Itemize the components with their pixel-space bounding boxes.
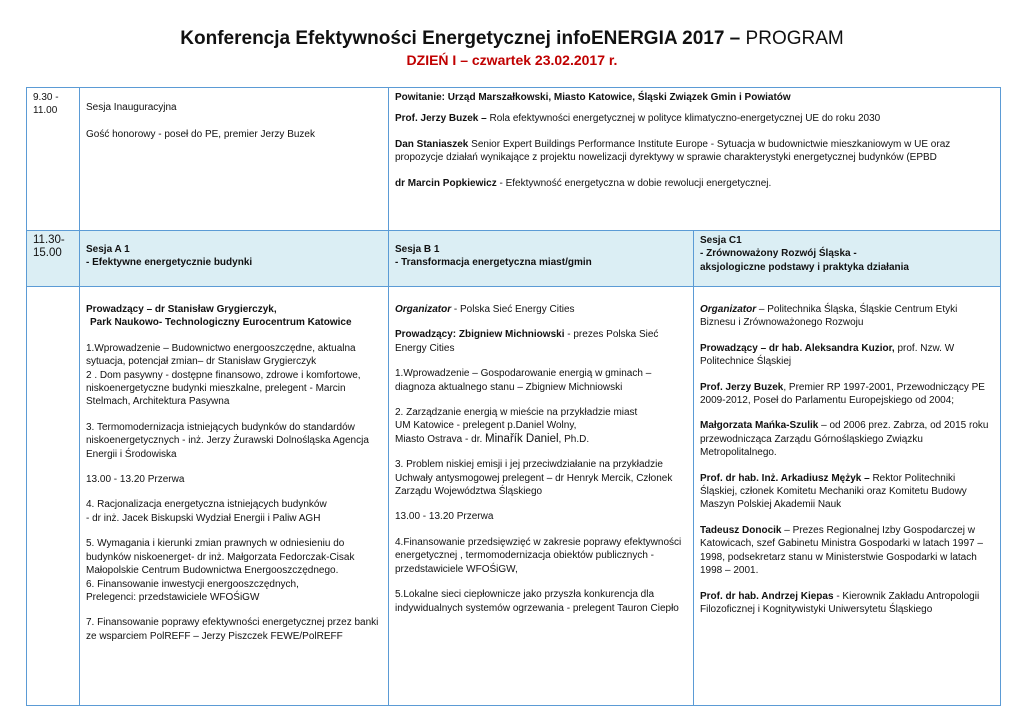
time-cell: 9.30 - 11.00 bbox=[27, 88, 80, 231]
panelist bbox=[700, 524, 994, 578]
panelist-name: Małgorzata Mańka-Szulik bbox=[700, 420, 819, 432]
session-c-subtitle: - Zrównoważony Rozwój Śląska - bbox=[700, 248, 857, 260]
day-subtitle: DZIEŃ I – czwartek 23.02.2017 r. bbox=[406, 52, 618, 68]
agenda-item: 6. Finansowanie inwestycji energooszczędnych, bbox=[86, 578, 299, 590]
agenda-item: 3. Termomodernizacja istniejących budynków do standardów niskoenergetycznych - inż. Jerzy Żurawski Dolnośląska Agencja Energii i Środowiska bbox=[86, 421, 369, 460]
welcome-line: Powitanie: Urząd Marszałkowski, Miasto Katowice, Śląski Związek Gmin i Powiatów bbox=[395, 92, 791, 103]
agenda-item: 2 . Dom pasywny - dostępne finansowo, zdrowe i komfortowe, niskoenergetyczne budynki mieszkalne, prelegent - Marcin Stelmach, Architektura Pasywna bbox=[86, 369, 361, 408]
agenda-item: 3. Problem niskiej emisji i jej przeciwdziałanie na przykładzie Uchwały antysmogowej prelegent – dr Henryk Mercik, Członek Zarządu Województwa Śląskiego bbox=[395, 459, 673, 498]
session-a-header bbox=[80, 231, 389, 287]
program-table bbox=[26, 87, 1001, 706]
agenda-item: 5. Wymagania i kierunki zmian prawnych w odniesieniu do budynków niskoenerget- dr inż. Małgorzata Fedorczak-Cisak Małopolskie Centrum Budownictwa Energooszczędnego. bbox=[86, 538, 355, 577]
panelist bbox=[700, 419, 994, 459]
session-c-content bbox=[694, 287, 1001, 706]
session-b-title: Sesja B 1 bbox=[395, 244, 440, 255]
inauguration-details bbox=[389, 88, 1001, 231]
agenda-item-speaker: Prelegenci: przedstawiciele WFOŚiGW bbox=[86, 591, 260, 603]
agenda-item: 2. Zarządzanie energią w mieście na przykładzie miast bbox=[395, 407, 638, 419]
speaker-topic: Senior Expert Buildings Performance Institute Europe - Sytuacja w budownictwie mieszkaniowym w UE oraz propozycje działań wynikające z projektu nowelizacji dyrektywy w sprawie charakterystyki energetycznej budynków (EPBD bbox=[395, 138, 951, 164]
agenda-item: 7. Finansowanie poprawy efektywności energetycznej przez banki ze wsparciem PolREFF – Jerzy Piszczek FEWE/PolREFF bbox=[86, 617, 379, 642]
moderator-label: Prowadzący: Zbigniew Michniowski bbox=[395, 329, 565, 341]
moderator-role: - prezes Polska Sieć Energy Cities bbox=[395, 329, 659, 354]
organizer-label: Organizator bbox=[395, 304, 452, 315]
speaker-3 bbox=[395, 177, 994, 190]
panelist-name: Prof. dr hab. Andrzej Kiepas bbox=[700, 590, 834, 602]
agenda-item-speaker: UM Katowice - prelegent p.Daniel Wolny, bbox=[395, 420, 577, 432]
agenda-item: 4. Racjonalizacja energetyczna istniejących budynków bbox=[86, 499, 327, 511]
moderator: Prowadzący – dr Stanisław Grygierczyk, bbox=[86, 304, 277, 315]
organizer bbox=[700, 303, 994, 330]
table-row bbox=[27, 231, 1001, 287]
organizer bbox=[395, 303, 687, 316]
page-title bbox=[0, 27, 1024, 51]
table-row bbox=[27, 287, 1001, 706]
session-c-subtitle-2: aksjologiczne podstawy i praktyka działania bbox=[700, 261, 909, 273]
moderator bbox=[700, 342, 994, 369]
speaker-city: Miasto Ostrava - dr. bbox=[395, 433, 486, 445]
session-cell bbox=[80, 88, 389, 231]
session-name: Sesja Inauguracyjna bbox=[86, 102, 177, 113]
speaker-1 bbox=[395, 112, 994, 125]
session-b-subtitle: - Transformacja energetyczna miast/gmin bbox=[395, 257, 592, 269]
speaker-title: , Ph.D. bbox=[558, 433, 590, 445]
speaker-name: dr Marcin Popkiewicz bbox=[395, 177, 497, 189]
break-time: 13.00 - 13.20 Przerwa bbox=[395, 511, 494, 523]
session-b-header bbox=[389, 231, 694, 287]
panelist-name: Prof. dr hab. Inż. Arkadiusz Mężyk – bbox=[700, 472, 870, 484]
session-b-content bbox=[389, 287, 694, 706]
panelist-bio: Rektor Politechniki Śląskiej, członek Komitetu Mechaniki oraz Komitetu Budowy Maszyn Polskiej Akademii Nauk bbox=[700, 472, 967, 511]
panelist bbox=[700, 590, 994, 617]
panelist-bio: – Prezes Regionalnej Izby Gospodarczej w Katowicach, szef Gabinetu Ministra Gospodarki w latach 1997 – 1998, podsekretarz stanu w Ministerstwie Gospodarki w latach 1998 – 2001. bbox=[700, 524, 983, 577]
speaker-name: Minařík Daniel bbox=[485, 432, 559, 445]
agenda-item: 5.Lokalne sieci ciepłownicze jako przyszła konkurencja dla indywidualnych systemów ogrzewania - prelegent Tauron Ciepło bbox=[395, 589, 679, 614]
organizer-name: - Polska Sieć Energy Cities bbox=[451, 304, 575, 315]
session-a-content bbox=[80, 287, 389, 706]
agenda-item-speaker bbox=[395, 433, 687, 446]
title-program: PROGRAM bbox=[740, 28, 844, 49]
speaker-2 bbox=[395, 138, 994, 165]
moderator-label: Prowadzący – dr hab. Aleksandra Kuzior, bbox=[700, 342, 895, 354]
panelist-bio: – od 2006 prez. Zabrza, od 2015 roku przewodnicząca Zarządu Górnośląskiego Związku Metropolitalnego. bbox=[700, 420, 989, 459]
speaker-name: Prof. Jerzy Buzek – bbox=[395, 113, 487, 125]
session-a-title: Sesja A 1 bbox=[86, 244, 130, 255]
time-cell-empty bbox=[27, 287, 80, 706]
moderator-affiliation: Park Naukowo- Technologiczny Eurocentrum Katowice bbox=[90, 317, 352, 329]
session-a-subtitle: - Efektywne energetycznie budynki bbox=[86, 257, 253, 269]
speaker-name: Dan Staniaszek bbox=[395, 138, 469, 150]
agenda-item: 1.Wprowadzenie – Gospodarowanie energią w gminach – diagnoza aktualnego stanu – Zbigniew Michniowski bbox=[395, 368, 652, 393]
session-c-header bbox=[694, 231, 1001, 287]
speaker-topic: - Efektywność energetyczna w dobie rewolucji energetycznej. bbox=[496, 177, 772, 189]
panelist bbox=[700, 472, 994, 512]
agenda-item: 4.Finansowanie przedsięwzięć w zakresie poprawy efektywności energetycznej , termomodernizacja obiektów publicznych - przedstawiciele WFOŚiGW, bbox=[395, 536, 682, 575]
time-cell: 11.30- 15.00 bbox=[27, 231, 80, 287]
honorary-guest: Gość honorowy - poseł do PE, premier Jerzy Buzek bbox=[86, 129, 315, 141]
agenda-item: 1.Wprowadzenie – Budownictwo energooszczędne, aktualna sytuacja, potencjał zmian– dr Stanisław Grygierczyk bbox=[86, 342, 356, 368]
agenda-item-speaker: - dr inż. Jacek Biskupski Wydział Energii i Paliw AGH bbox=[86, 512, 321, 524]
panelist-name: Tadeusz Donocik bbox=[700, 524, 782, 536]
panelist-bio: - Kierownik Zakładu Antropologii Filozoficznej i Kognitywistyki Uniwersytetu Śląskiego bbox=[700, 590, 980, 615]
moderator bbox=[395, 328, 687, 355]
panelist-bio: , Premier RP 1997-2001, Przewodniczący PE 2009-2012, Poseł do Parlamentu Europejskiego od 2004; bbox=[700, 381, 985, 407]
break-time: 13.00 - 13.20 Przerwa bbox=[86, 474, 185, 486]
organizer-name: – Politechnika Śląska, Śląskie Centrum Etyki Biznesu i Zrównoważonego Rozwoju bbox=[700, 304, 958, 329]
panelist-name: Prof. Jerzy Buzek bbox=[700, 381, 784, 393]
title-main: Konferencja Efektywności Energetycznej infoENERGIA 2017 – bbox=[180, 28, 741, 49]
moderator-role: prof. Nzw. W Politechnice Śląskiej bbox=[700, 342, 955, 368]
organizer-label: Organizator bbox=[700, 304, 757, 315]
panelist bbox=[700, 381, 994, 408]
table-row bbox=[27, 88, 1001, 231]
session-c-title: Sesja C1 bbox=[700, 235, 742, 246]
speaker-topic: Rola efektywności energetycznej w polityce klimatyczno-energetycznej UE do roku 2030 bbox=[486, 113, 881, 125]
